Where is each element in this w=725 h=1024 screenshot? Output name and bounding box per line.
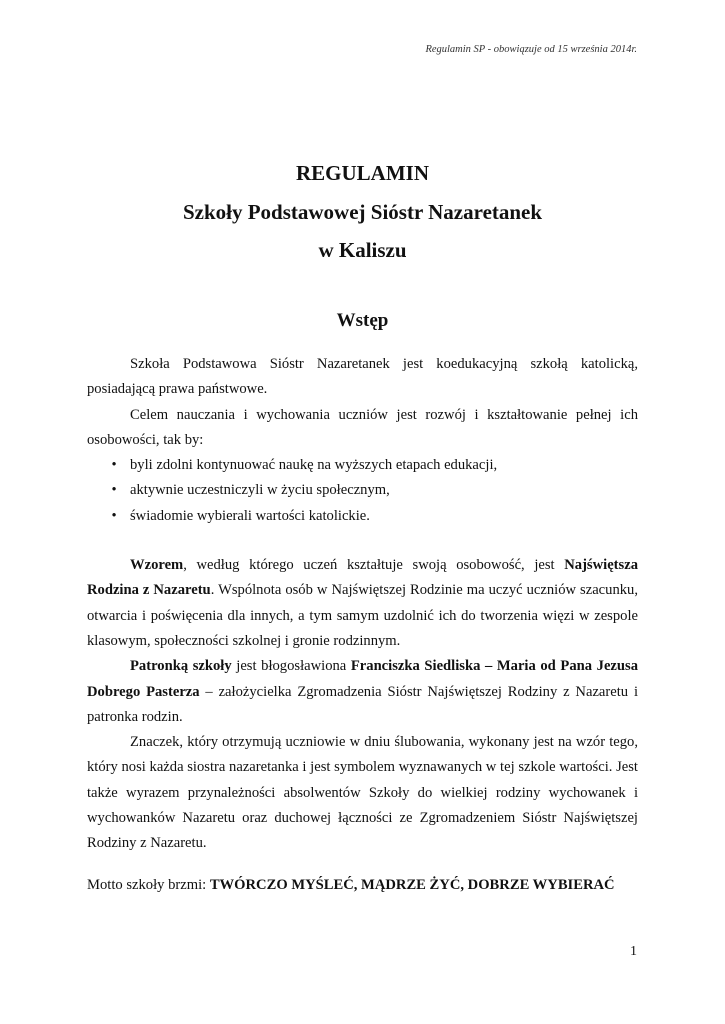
badge-paragraph: Znaczek, który otrzymują uczniowie w dniu ślubowania, wykonany jest na wzór tego, który nosi każda siostra nazaretanka i jest symbolem wyznawanych w tej szkole wartości. Jest także wyrazem przynależności absolwentów Szkoły do wielkiej rodziny wychowanek i wychowanków Nazaretu oraz duchowej łączności ze Zgromadzeniem Sióstr Najświętszej Rodziny z Nazaretu. [87, 734, 638, 852]
patron-bold-2: Franciszka Siedliska – Maria od Pana Jezusa Dobrego Pasterza [87, 658, 638, 700]
goals-list [87, 453, 638, 529]
patron-text-2: – założycielka Zgromadzenia Sióstr Najświętszej Rodziny z Nazaretu i patronka rodzin. [87, 683, 638, 725]
intro-paragraph-1: Szkoła Podstawowa Sióstr Nazaretanek jest koedukacyjną szkołą katolicką, posiadającą prawa państwowe. [87, 356, 638, 398]
list-item-text: aktywnie uczestniczyli w życiu społecznym, [130, 482, 390, 499]
model-bold-1: Wzorem [130, 557, 184, 574]
patron-paragraph [87, 654, 638, 730]
model-text-2: . Wspólnota osób w Najświętszej Rodzinie ma uczyć uczniów szacunku, otwarcia i poświęcenia dla innych, a tym samym uzdolnić ich do tworzenia więzi w zespole klasowym, społeczności szkolnej i gronie rodzinnym. [87, 582, 638, 649]
title-line-3: w Kaliszu [318, 238, 407, 262]
section-heading: Wstęp [336, 310, 389, 331]
model-bold-2: Najświętsza Rodzina z Nazaretu [87, 557, 638, 599]
patron-bold-1: Patronką szkoły [130, 658, 232, 675]
list-item [87, 478, 638, 503]
list-item-text: świadomie wybierali wartości katolickie. [130, 507, 370, 524]
bullet-icon: • [111, 482, 117, 499]
patron-text-1: jest błogosławiona [231, 658, 351, 675]
running-header: Regulamin SP - obowiązuje od 15 września 2014r. [425, 44, 637, 55]
page-number: 1 [630, 944, 637, 959]
motto-label: Motto szkoły brzmi: [87, 876, 210, 893]
document-title [0, 161, 725, 262]
model-text-1: , według którego uczeń kształtuje swoją osobowość, jest [183, 557, 565, 574]
list-item [87, 504, 638, 529]
motto-text: TWÓRCZO MYŚLEĆ, MĄDRZE ŻYĆ, DOBRZE WYBIERAĆ [209, 876, 615, 893]
model-paragraph [87, 553, 638, 654]
list-item-text: byli zdolni kontynuować naukę na wyższych etapach edukacji, [130, 457, 498, 474]
intro-paragraph-2: Celem nauczania i wychowania uczniów jest rozwój i kształtowanie pełnej ich osobowości, tak by: [87, 406, 638, 448]
title-line-2: Szkoły Podstawowej Sióstr Nazaretanek [182, 200, 543, 224]
document-body [87, 352, 638, 898]
bullet-icon: • [111, 507, 117, 524]
title-line-1: REGULAMIN [295, 161, 429, 185]
list-item [87, 453, 638, 478]
motto-line [87, 873, 638, 898]
bullet-icon: • [111, 457, 117, 474]
